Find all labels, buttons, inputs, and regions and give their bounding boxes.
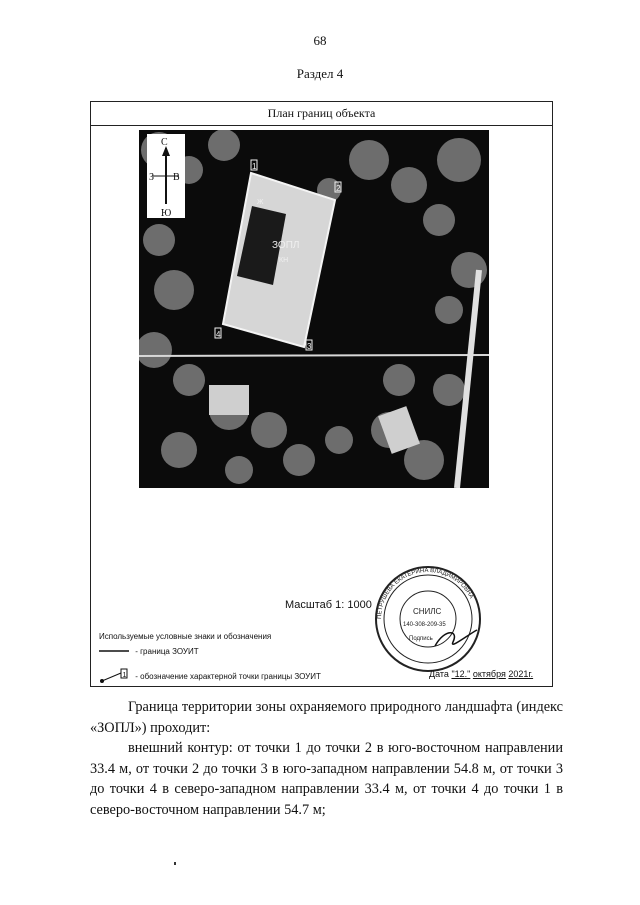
stray-mark bbox=[174, 862, 176, 865]
building-lower-left bbox=[209, 385, 249, 415]
date-year: 2021г. bbox=[508, 669, 534, 679]
zone-label: ЗОПЛ bbox=[272, 240, 300, 251]
compass-north: С bbox=[161, 137, 168, 148]
stamp-snils-title: СНИЛС bbox=[413, 607, 442, 616]
map-scale: Масштаб 1: 1000 bbox=[285, 599, 372, 611]
plan-frame bbox=[90, 101, 553, 687]
point-4-label: 4 bbox=[216, 330, 221, 339]
date-day: "12." bbox=[451, 669, 471, 679]
plan-header: План границ объекта bbox=[91, 102, 552, 126]
compass-west: З bbox=[149, 172, 155, 183]
stamp-signature-label: Подпись bbox=[409, 636, 433, 642]
point-1-label: 1 bbox=[252, 162, 257, 171]
road-horizontal bbox=[139, 355, 489, 356]
point-3-label: 3 bbox=[307, 342, 312, 351]
aerial-map bbox=[139, 130, 489, 488]
date-field bbox=[429, 669, 533, 679]
stamp-ring-text: ПЕТРУШЕВА ЕКАТЕРИНА ВЛАДИМИРОВНА bbox=[376, 567, 475, 620]
legend-point-sample: 1 bbox=[122, 672, 127, 679]
legend-title: Используемые условные знаки и обозначения bbox=[99, 632, 272, 641]
legend-boundary-row bbox=[99, 647, 199, 657]
building-label-kn: КН bbox=[279, 257, 289, 264]
compass-east: В bbox=[173, 172, 180, 183]
stamp-snils-number: 140-308-209-35 bbox=[403, 622, 446, 628]
legend-point-text: - обозначение характерной точки границы ЗОУИТ bbox=[135, 672, 321, 682]
legend-point-row bbox=[99, 668, 321, 686]
compass-south: Ю bbox=[161, 208, 172, 219]
official-stamp bbox=[373, 564, 483, 674]
legend-point-symbol bbox=[99, 668, 133, 686]
boundary-description bbox=[90, 697, 563, 820]
legend-boundary-text: - граница ЗОУИТ bbox=[135, 647, 199, 657]
map-graphics bbox=[139, 130, 489, 488]
paragraph-contour: внешний контур: от точки 1 до точки 2 в юго-восточном направлении 33.4 м, от точки 2 до точки 3 в юго-западном направлении 54.8 м, от точки 3 до точки 4 в северо-западном направлении 33.4 м, от точки 4 до точки 1 в северо-восточном направлении 54.7 м; bbox=[90, 740, 563, 818]
section-title: Раздел 4 bbox=[296, 66, 344, 81]
building-label-zh: Ж bbox=[257, 199, 264, 206]
legend-boundary-line bbox=[99, 647, 133, 657]
compass-rose bbox=[147, 134, 185, 219]
date-prefix: Дата bbox=[429, 669, 449, 679]
page-number: 68 bbox=[313, 33, 327, 48]
date-month: октября bbox=[472, 669, 506, 679]
point-2-label: 2 bbox=[336, 184, 341, 193]
paragraph-intro: Граница территории зоны охраняемого природного ландшафта (индекс «ЗОПЛ») проходит: bbox=[90, 699, 563, 736]
